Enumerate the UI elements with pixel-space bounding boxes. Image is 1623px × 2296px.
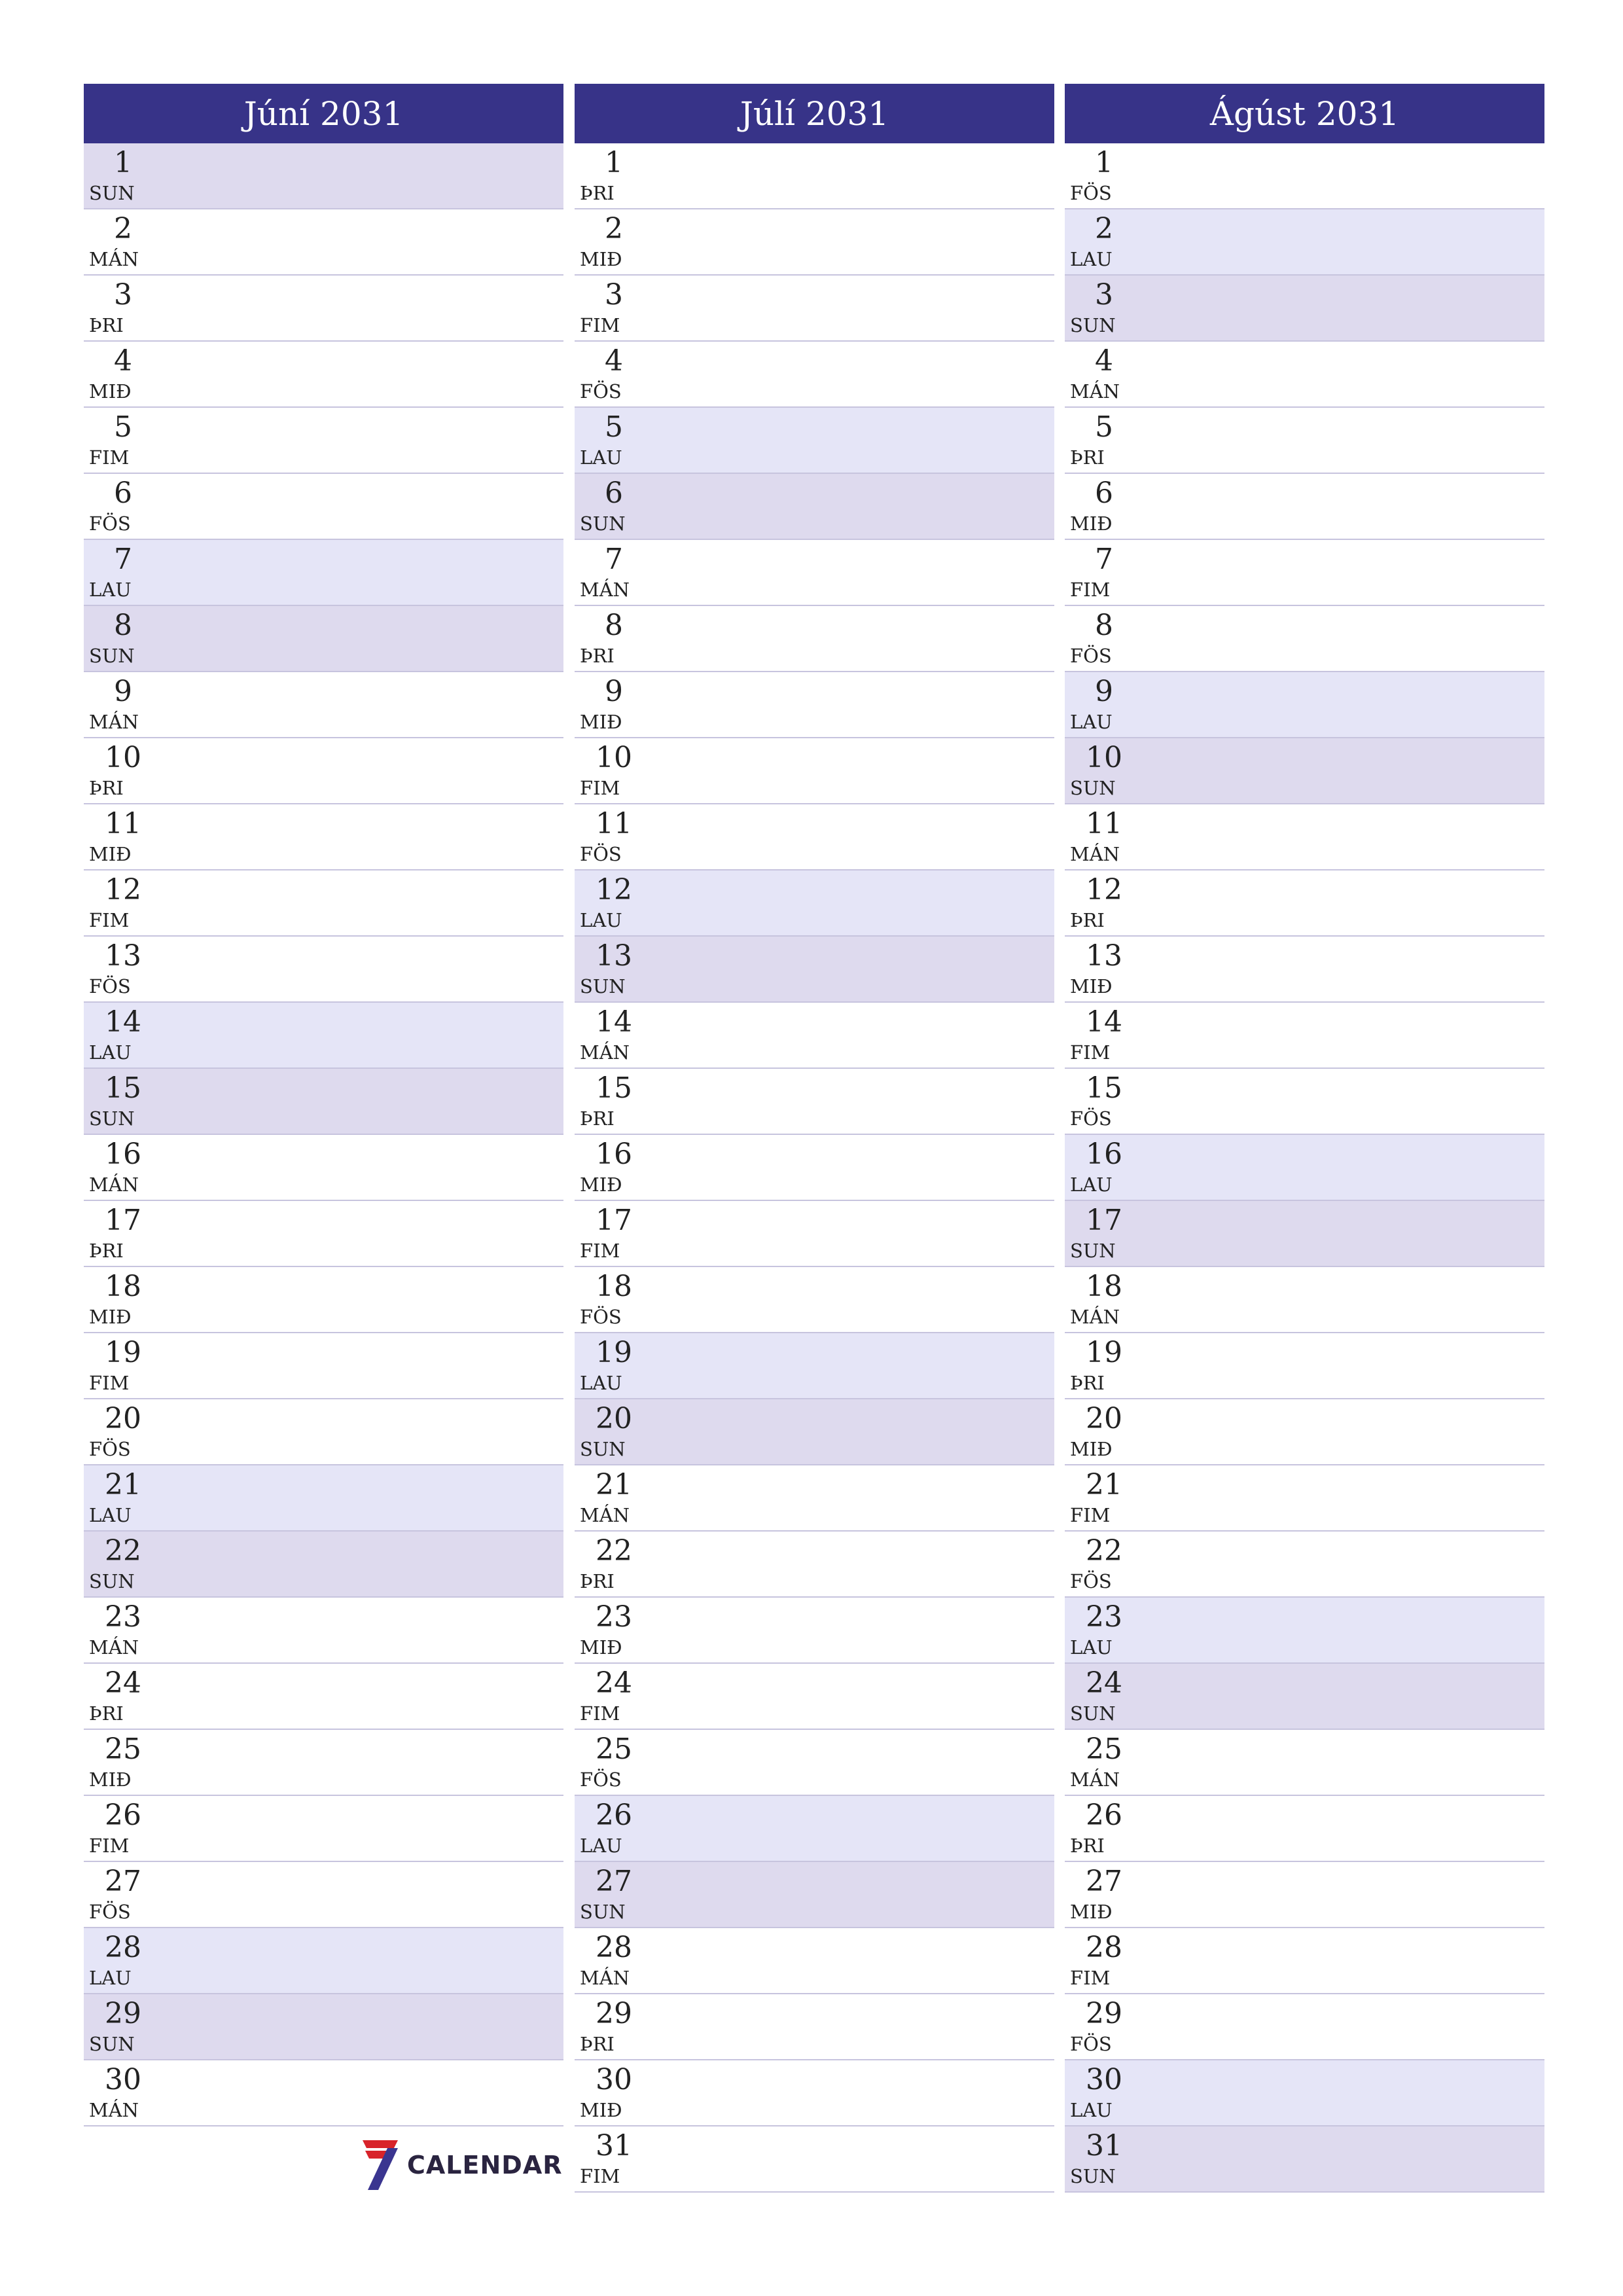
day-row: [84, 1730, 563, 1796]
day-number: 4: [114, 344, 132, 378]
day-number: 10: [105, 741, 141, 774]
day-number: 22: [105, 1534, 141, 1568]
day-row: [1065, 1135, 1544, 1201]
day-number: 14: [105, 1005, 141, 1039]
weekday-label: LAU: [1070, 711, 1113, 733]
day-number: 14: [596, 1005, 632, 1039]
month-header: Júlí 2031: [575, 84, 1054, 143]
weekday-label: FÖS: [1070, 182, 1112, 204]
weekday-label: MÁN: [1070, 843, 1120, 865]
month-header: Júní 2031: [84, 84, 563, 143]
day-row: [1065, 1003, 1544, 1069]
day-number: 27: [1086, 1865, 1122, 1898]
day-row: [84, 1201, 563, 1267]
day-row: [575, 2126, 1054, 2193]
weekday-label: LAU: [89, 1504, 132, 1526]
weekday-label: SUN: [580, 512, 626, 535]
day-number: 11: [596, 807, 632, 840]
weekday-label: SUN: [580, 1438, 626, 1460]
day-row: [84, 1333, 563, 1399]
day-number: 29: [105, 1997, 141, 2030]
day-row: [1065, 672, 1544, 738]
day-number: 7: [1095, 543, 1113, 576]
day-row: [84, 342, 563, 408]
weekday-label: ÞRI: [580, 2033, 615, 2055]
day-number: 6: [114, 476, 132, 510]
weekday-label: SUN: [89, 1570, 135, 1592]
weekday-label: MIÐ: [580, 1174, 622, 1196]
weekday-label: MÁN: [89, 2099, 139, 2121]
day-number: 2: [114, 212, 132, 245]
day-number: 18: [105, 1270, 141, 1303]
day-row: [84, 474, 563, 540]
weekday-label: MÁN: [580, 579, 630, 601]
weekday-label: FIM: [1070, 1504, 1111, 1526]
day-row: [84, 408, 563, 474]
weekday-label: MÁN: [580, 1967, 630, 1989]
day-row: [575, 1928, 1054, 1994]
day-row: [575, 1994, 1054, 2060]
weekday-label: MIÐ: [1070, 512, 1113, 535]
day-number: 25: [596, 1732, 632, 1766]
weekday-label: FIM: [89, 1835, 130, 1857]
day-number: 18: [596, 1270, 632, 1303]
weekday-label: FÖS: [1070, 1570, 1112, 1592]
weekday-label: LAU: [1070, 1174, 1113, 1196]
weekday-label: FIM: [1070, 579, 1111, 601]
day-row: [575, 738, 1054, 804]
day-number: 3: [1095, 278, 1113, 312]
day-row: [1065, 606, 1544, 672]
weekday-label: LAU: [580, 446, 622, 469]
day-row: [575, 1267, 1054, 1333]
day-row: [575, 1069, 1054, 1135]
day-row: [575, 937, 1054, 1003]
weekday-label: ÞRI: [89, 314, 124, 336]
day-number: 6: [1095, 476, 1113, 510]
day-number: 5: [605, 410, 623, 444]
day-number: 13: [596, 939, 632, 973]
day-row: [84, 1994, 563, 2060]
day-number: 29: [1086, 1997, 1122, 2030]
day-row: [84, 1928, 563, 1994]
weekday-label: MIÐ: [89, 843, 132, 865]
day-number: 13: [105, 939, 141, 973]
day-number: 16: [1086, 1138, 1122, 1171]
day-row: [84, 1069, 563, 1135]
day-number: 1: [605, 146, 623, 179]
day-number: 15: [1086, 1071, 1122, 1105]
day-row: [1065, 1862, 1544, 1928]
day-row: [84, 276, 563, 342]
weekday-label: LAU: [89, 1967, 132, 1989]
weekday-label: MIÐ: [1070, 1438, 1113, 1460]
weekday-label: SUN: [580, 975, 626, 997]
day-number: 23: [1086, 1600, 1122, 1634]
day-row: [1065, 408, 1544, 474]
day-row: [84, 2060, 563, 2126]
weekday-label: LAU: [1070, 248, 1113, 270]
day-row: [575, 1333, 1054, 1399]
weekday-label: FIM: [89, 1372, 130, 1394]
day-row: [84, 1399, 563, 1465]
weekday-label: ÞRI: [1070, 909, 1105, 931]
day-row: [575, 1664, 1054, 1730]
weekday-label: MÁN: [89, 1174, 139, 1196]
day-number: 12: [105, 873, 141, 906]
day-row: [84, 1664, 563, 1730]
day-number: 19: [1086, 1336, 1122, 1369]
day-row: [1065, 870, 1544, 937]
day-number: 1: [1095, 146, 1113, 179]
day-row: [575, 408, 1054, 474]
day-row: [84, 672, 563, 738]
day-number: 12: [1086, 873, 1122, 906]
weekday-label: LAU: [580, 1372, 622, 1394]
day-row: [1065, 1730, 1544, 1796]
day-number: 28: [105, 1931, 141, 1964]
day-number: 27: [105, 1865, 141, 1898]
weekday-label: LAU: [1070, 2099, 1113, 2121]
day-number: 13: [1086, 939, 1122, 973]
day-number: 31: [1086, 2129, 1122, 2162]
day-number: 27: [596, 1865, 632, 1898]
day-number: 17: [596, 1204, 632, 1237]
day-row: [575, 1730, 1054, 1796]
day-row: [1065, 937, 1544, 1003]
day-row: [1065, 1994, 1544, 2060]
day-row: [84, 1862, 563, 1928]
day-row: [84, 1532, 563, 1598]
weekday-label: FÖS: [89, 975, 131, 997]
month-column-july: [575, 84, 1054, 2193]
day-row: [575, 672, 1054, 738]
day-row: [84, 870, 563, 937]
day-number: 9: [1095, 675, 1113, 708]
day-row: [575, 2060, 1054, 2126]
day-number: 22: [596, 1534, 632, 1568]
day-row: [84, 804, 563, 870]
day-number: 8: [1095, 609, 1113, 642]
day-row: [1065, 1267, 1544, 1333]
weekday-label: FÖS: [89, 1901, 131, 1923]
day-row: [84, 1465, 563, 1532]
day-number: 2: [605, 212, 623, 245]
day-list: [1065, 143, 1544, 2193]
day-number: 9: [605, 675, 623, 708]
weekday-label: SUN: [1070, 314, 1116, 336]
day-number: 30: [596, 2063, 632, 2096]
weekday-label: FIM: [580, 1240, 620, 1262]
weekday-label: MÁN: [1070, 1768, 1120, 1791]
day-row: [575, 342, 1054, 408]
day-number: 23: [596, 1600, 632, 1634]
day-row: [1065, 2060, 1544, 2126]
day-row: [84, 1135, 563, 1201]
weekday-label: SUN: [1070, 1240, 1116, 1262]
day-number: 14: [1086, 1005, 1122, 1039]
weekday-label: ÞRI: [580, 1570, 615, 1592]
day-row: [575, 606, 1054, 672]
day-number: 15: [596, 1071, 632, 1105]
day-row: [1065, 1664, 1544, 1730]
weekday-label: FIM: [580, 777, 620, 799]
day-number: 24: [596, 1666, 632, 1700]
day-number: 5: [114, 410, 132, 444]
day-number: 21: [105, 1468, 141, 1501]
day-row: [84, 1003, 563, 1069]
day-row: [575, 1003, 1054, 1069]
weekday-label: SUN: [1070, 2165, 1116, 2187]
day-number: 1: [114, 146, 132, 179]
day-row: [1065, 209, 1544, 276]
day-row: [575, 1135, 1054, 1201]
day-number: 8: [605, 609, 623, 642]
day-row: [84, 738, 563, 804]
day-row: [1065, 342, 1544, 408]
day-number: 19: [596, 1336, 632, 1369]
day-number: 25: [105, 1732, 141, 1766]
weekday-label: ÞRI: [580, 645, 615, 667]
weekday-label: MIÐ: [580, 1636, 622, 1659]
day-number: 28: [596, 1931, 632, 1964]
day-row: [84, 209, 563, 276]
day-number: 7: [114, 543, 132, 576]
day-row: [1065, 1598, 1544, 1664]
day-row: [1065, 276, 1544, 342]
day-row: [575, 1201, 1054, 1267]
day-number: 31: [596, 2129, 632, 2162]
day-number: 4: [605, 344, 623, 378]
day-number: 28: [1086, 1931, 1122, 1964]
day-row: [84, 1796, 563, 1862]
day-number: 5: [1095, 410, 1113, 444]
day-number: 16: [105, 1138, 141, 1171]
weekday-label: MIÐ: [89, 1768, 132, 1791]
day-row: [575, 1796, 1054, 1862]
weekday-label: MIÐ: [580, 2099, 622, 2121]
day-row: [1065, 1532, 1544, 1598]
day-number: 3: [605, 278, 623, 312]
month-column-june: [84, 84, 563, 2126]
weekday-label: FÖS: [89, 512, 131, 535]
day-row: [575, 870, 1054, 937]
weekday-label: FÖS: [580, 843, 622, 865]
day-number: 30: [1086, 2063, 1122, 2096]
weekday-label: SUN: [1070, 1702, 1116, 1725]
day-number: 7: [605, 543, 623, 576]
day-number: 25: [1086, 1732, 1122, 1766]
weekday-label: ÞRI: [89, 1702, 124, 1725]
weekday-label: SUN: [89, 1107, 135, 1130]
day-row: [575, 1598, 1054, 1664]
weekday-label: MÁN: [580, 1504, 630, 1526]
day-number: 19: [105, 1336, 141, 1369]
day-row: [1065, 804, 1544, 870]
day-row: [84, 1598, 563, 1664]
day-number: 30: [105, 2063, 141, 2096]
weekday-label: MIÐ: [89, 380, 132, 403]
day-row: [1065, 1796, 1544, 1862]
weekday-label: MIÐ: [1070, 975, 1113, 997]
weekday-label: LAU: [580, 909, 622, 931]
day-row: [84, 937, 563, 1003]
day-row: [84, 606, 563, 672]
weekday-label: LAU: [580, 1835, 622, 1857]
day-number: 23: [105, 1600, 141, 1634]
weekday-label: ÞRI: [1070, 446, 1105, 469]
weekday-label: FIM: [1070, 1041, 1111, 1064]
day-row: [575, 1862, 1054, 1928]
weekday-label: SUN: [89, 645, 135, 667]
day-row: [1065, 1399, 1544, 1465]
weekday-label: MÁN: [580, 1041, 630, 1064]
day-number: 20: [105, 1402, 141, 1435]
weekday-label: FÖS: [1070, 2033, 1112, 2055]
weekday-label: MÁN: [1070, 1306, 1120, 1328]
day-number: 18: [1086, 1270, 1122, 1303]
weekday-label: FIM: [580, 1702, 620, 1725]
day-number: 9: [114, 675, 132, 708]
day-row: [84, 143, 563, 209]
day-row: [1065, 540, 1544, 606]
day-number: 12: [596, 873, 632, 906]
weekday-label: FIM: [89, 446, 130, 469]
day-number: 20: [1086, 1402, 1122, 1435]
seven-logo-icon: [360, 2139, 399, 2191]
day-row: [1065, 143, 1544, 209]
weekday-label: FÖS: [1070, 1107, 1112, 1130]
day-number: 11: [1086, 807, 1122, 840]
day-number: 6: [605, 476, 623, 510]
weekday-label: ÞRI: [1070, 1835, 1105, 1857]
weekday-label: ÞRI: [580, 1107, 615, 1130]
day-number: 4: [1095, 344, 1113, 378]
day-row: [575, 143, 1054, 209]
day-row: [1065, 2126, 1544, 2193]
day-row: [575, 1532, 1054, 1598]
weekday-label: FÖS: [580, 1768, 622, 1791]
day-number: 26: [596, 1799, 632, 1832]
weekday-label: ÞRI: [89, 1240, 124, 1262]
day-row: [84, 1267, 563, 1333]
weekday-label: MIÐ: [89, 1306, 132, 1328]
weekday-label: LAU: [89, 579, 132, 601]
month-column-august: [1065, 84, 1544, 2193]
weekday-label: MÁN: [89, 1636, 139, 1659]
day-row: [575, 804, 1054, 870]
weekday-label: MÁN: [1070, 380, 1120, 403]
day-list: [575, 143, 1054, 2193]
day-number: 29: [596, 1997, 632, 2030]
day-number: 11: [105, 807, 141, 840]
logo-text: CALENDAR: [407, 2151, 563, 2179]
day-number: 24: [105, 1666, 141, 1700]
day-number: 15: [105, 1071, 141, 1105]
day-row: [575, 276, 1054, 342]
weekday-label: MIÐ: [580, 711, 622, 733]
calendar-logo[interactable]: [360, 2139, 562, 2191]
day-number: 21: [596, 1468, 632, 1501]
day-number: 3: [114, 278, 132, 312]
weekday-label: MÁN: [89, 711, 139, 733]
day-number: 24: [1086, 1666, 1122, 1700]
day-row: [1065, 474, 1544, 540]
month-header: Ágúst 2031: [1065, 84, 1544, 143]
day-row: [1065, 1069, 1544, 1135]
day-number: 10: [1086, 741, 1122, 774]
day-number: 8: [114, 609, 132, 642]
weekday-label: SUN: [89, 182, 135, 204]
weekday-label: FÖS: [1070, 645, 1112, 667]
weekday-label: MÁN: [89, 248, 139, 270]
weekday-label: SUN: [1070, 777, 1116, 799]
day-number: 16: [596, 1138, 632, 1171]
day-row: [575, 1465, 1054, 1532]
day-number: 20: [596, 1402, 632, 1435]
weekday-label: ÞRI: [89, 777, 124, 799]
weekday-label: FIM: [89, 909, 130, 931]
weekday-label: SUN: [89, 2033, 135, 2055]
day-number: 22: [1086, 1534, 1122, 1568]
day-row: [1065, 738, 1544, 804]
day-number: 10: [596, 741, 632, 774]
weekday-label: ÞRI: [1070, 1372, 1105, 1394]
day-number: 17: [105, 1204, 141, 1237]
weekday-label: FIM: [580, 2165, 620, 2187]
day-row: [575, 1399, 1054, 1465]
weekday-label: MIÐ: [1070, 1901, 1113, 1923]
day-row: [575, 474, 1054, 540]
day-row: [1065, 1465, 1544, 1532]
weekday-label: LAU: [89, 1041, 132, 1064]
day-list: [84, 143, 563, 2126]
weekday-label: SUN: [580, 1901, 626, 1923]
weekday-label: FÖS: [580, 380, 622, 403]
day-row: [1065, 1928, 1544, 1994]
weekday-label: FIM: [580, 314, 620, 336]
weekday-label: LAU: [1070, 1636, 1113, 1659]
day-number: 17: [1086, 1204, 1122, 1237]
weekday-label: ÞRI: [580, 182, 615, 204]
day-row: [575, 209, 1054, 276]
weekday-label: MIÐ: [580, 248, 622, 270]
day-number: 21: [1086, 1468, 1122, 1501]
day-number: 2: [1095, 212, 1113, 245]
day-number: 26: [105, 1799, 141, 1832]
weekday-label: FÖS: [580, 1306, 622, 1328]
day-row: [84, 540, 563, 606]
day-row: [1065, 1201, 1544, 1267]
day-row: [575, 540, 1054, 606]
day-number: 26: [1086, 1799, 1122, 1832]
day-row: [1065, 1333, 1544, 1399]
weekday-label: FIM: [1070, 1967, 1111, 1989]
weekday-label: FÖS: [89, 1438, 131, 1460]
